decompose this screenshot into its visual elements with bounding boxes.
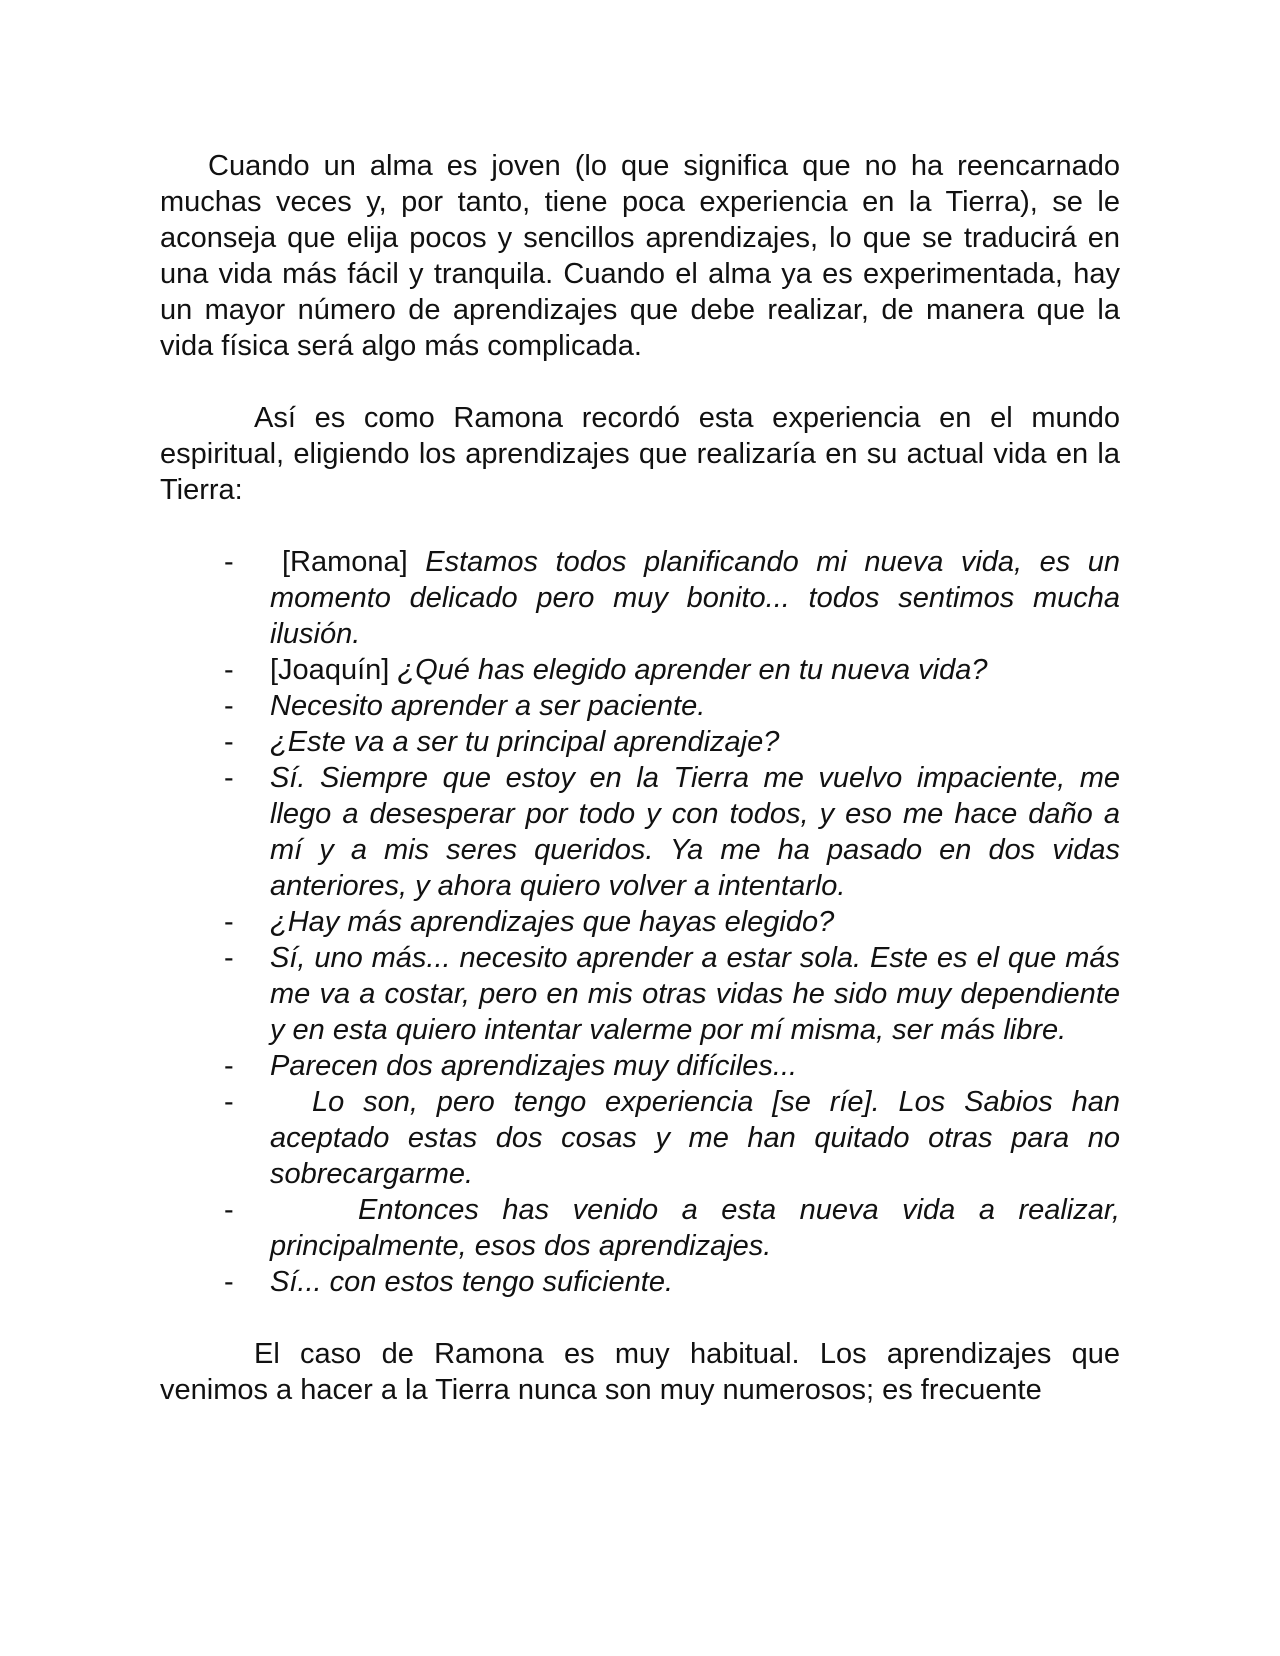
dialogue-text: Sí... con estos tengo suficiente. <box>270 1266 674 1298</box>
dialogue-dash: - <box>224 762 234 794</box>
dialogue-line <box>160 940 1120 1048</box>
dialogue-dash: - <box>224 1050 234 1082</box>
dialogue-text: Lo son, pero tengo experiencia [se ríe]. Los Sabios han aceptado estas dos cosas y me han quitado otras para no sobrecargarme. <box>270 1086 1120 1190</box>
dialogue-line <box>160 544 1120 652</box>
dialogue-dash: - <box>224 654 234 686</box>
dialogue-text: ¿Este va a ser tu principal aprendizaje? <box>270 726 780 758</box>
dialogue-text: ¿Hay más aprendizajes que hayas elegido? <box>270 906 835 938</box>
dialogue-dash: - <box>224 1194 234 1226</box>
dialogue-dash: - <box>224 942 234 974</box>
paragraph-conclusion: El caso de Ramona es muy habitual. Los aprendizajes que venimos a hacer a la Tierra nunca son muy numerosos; es frecuente <box>160 1338 1120 1406</box>
dialogue-text: ¿Qué has elegido aprender en tu nueva vida? <box>397 654 988 686</box>
document-page <box>160 148 1120 1408</box>
dialogue-text: Sí, uno más... necesito aprender a estar sola. Este es el que más me va a costar, pero en mis otras vidas he sido muy dependiente y en esta quiero intentar valerme por mí misma, ser más libre. <box>270 942 1120 1046</box>
dialogue-text: Necesito aprender a ser paciente. <box>270 690 706 722</box>
dialogue-text: Entonces has venido a esta nueva vida a realizar, principalmente, esos dos aprendizajes. <box>270 1194 1120 1262</box>
dialogue-dash: - <box>224 906 234 938</box>
paragraph-ramona-memory: Así es como Ramona recordó esta experiencia en el mundo espiritual, eligiendo los aprendizajes que realizaría en su actual vida en la Tierra: <box>160 402 1120 506</box>
speaker-label: [Ramona] <box>282 546 408 578</box>
dialogue-text: Estamos todos planificando mi nueva vida, es un momento delicado pero muy bonito... todos sentimos mucha ilusión. <box>270 546 1120 650</box>
dialogue-dash: - <box>224 726 234 758</box>
dialogue-list <box>160 544 1120 1300</box>
dialogue-line <box>160 1264 1120 1300</box>
dialogue-line <box>160 1192 1120 1264</box>
dialogue-line <box>160 904 1120 940</box>
speaker-label: [Joaquín] <box>270 654 390 686</box>
dialogue-line <box>160 724 1120 760</box>
dialogue-line <box>160 1048 1120 1084</box>
dialogue-line <box>160 1084 1120 1192</box>
paragraph-intro: Cuando un alma es joven (lo que significa que no ha reencarnado muchas veces y, por tanto, tiene poca experiencia en la Tierra), se le aconseja que elija pocos y sencillos aprendizajes, lo que se traducirá en una vida más fácil y tranquila. Cuando el alma ya es experimentada, hay un mayor número de aprendizajes que debe realizar, de manera que la vida física será algo más complicada. <box>160 150 1120 362</box>
dialogue-text: Sí. Siempre que estoy en la Tierra me vuelvo impaciente, me llego a desesperar por todo y con todos, y eso me hace daño a mí y a mis seres queridos. Ya me ha pasado en dos vidas anteriores, y ahora quiero volver a intentarlo. <box>270 762 1120 902</box>
dialogue-dash: - <box>224 546 234 578</box>
dialogue-dash: - <box>224 1086 234 1118</box>
dialogue-line <box>160 652 1120 688</box>
dialogue-dash: - <box>224 1266 234 1298</box>
dialogue-dash: - <box>224 690 234 722</box>
dialogue-text: Parecen dos aprendizajes muy difíciles... <box>270 1050 798 1082</box>
dialogue-line <box>160 688 1120 724</box>
dialogue-line <box>160 760 1120 904</box>
